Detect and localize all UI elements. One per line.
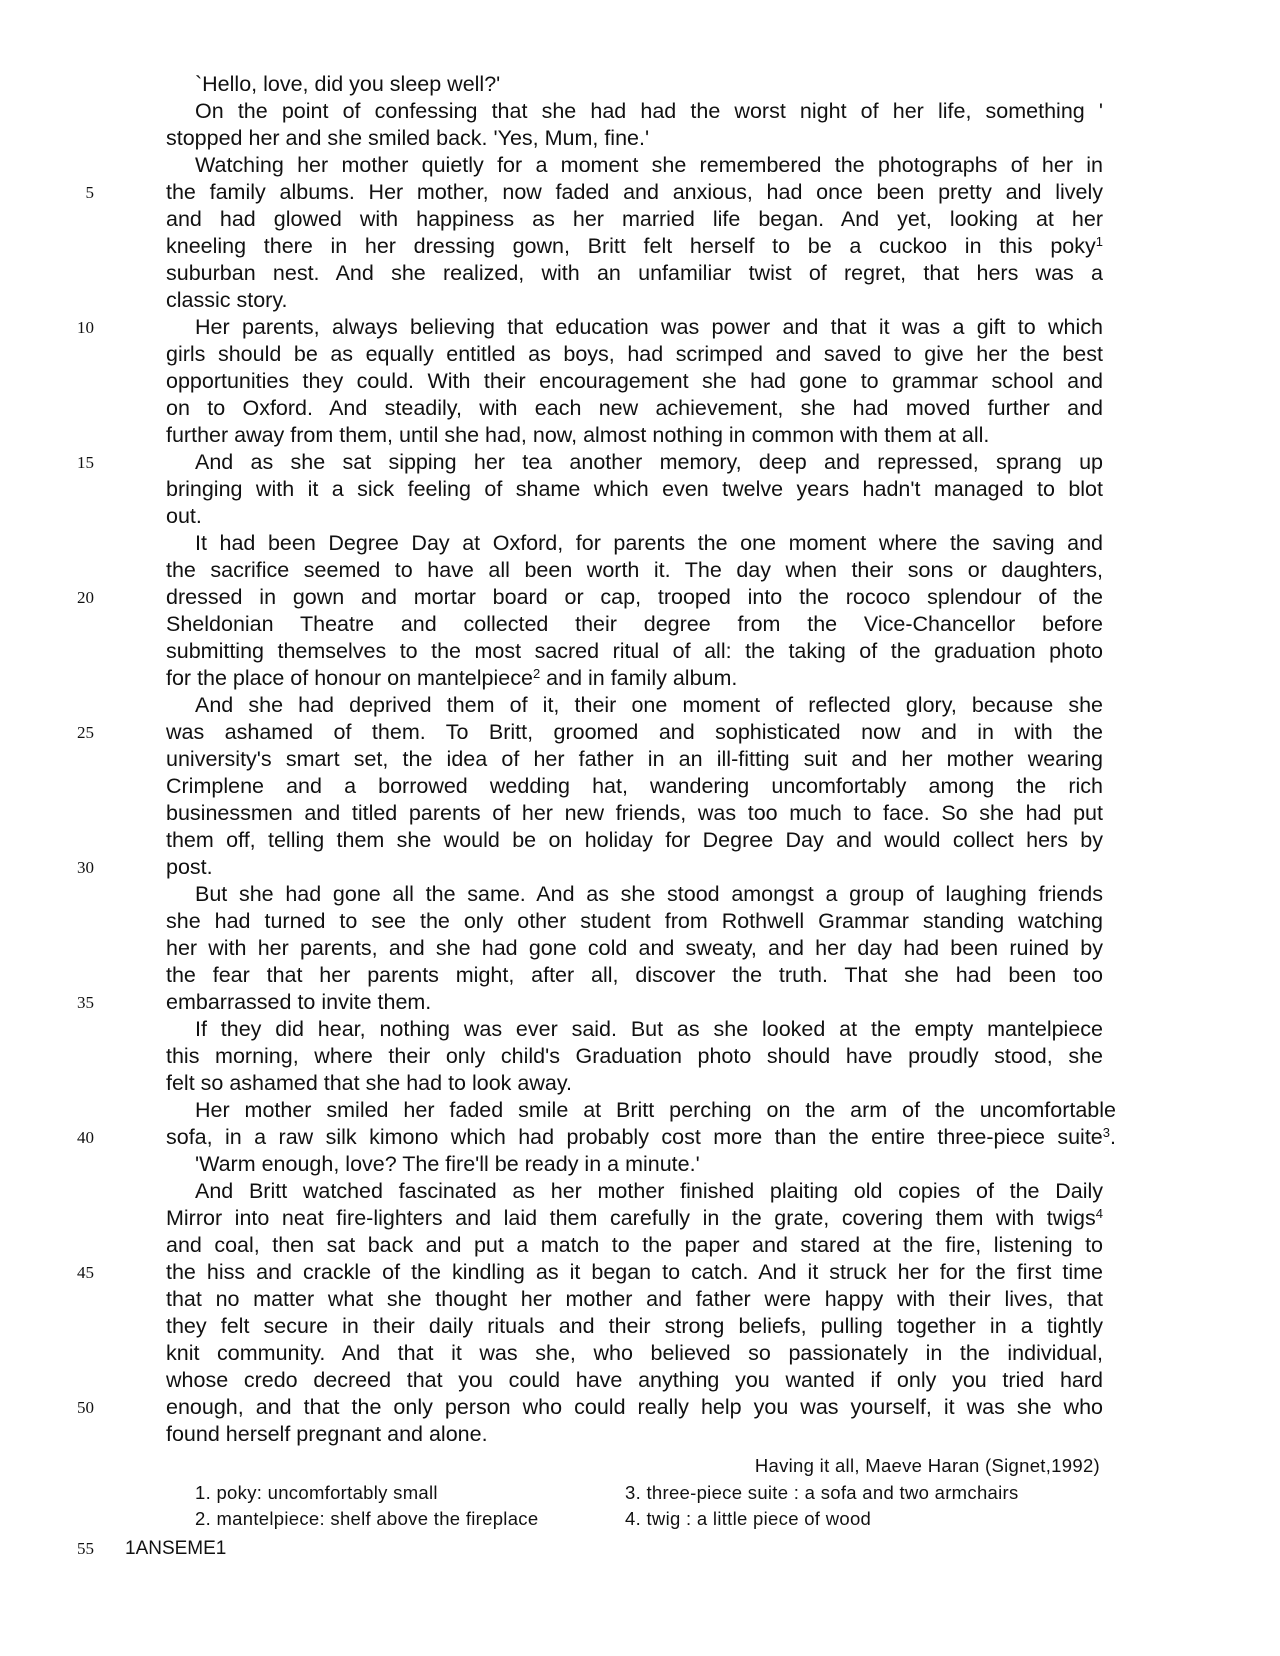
line-number: 5 [85,183,94,202]
passage-line: she had turned to see the only other student from Rothwell Grammar standing watching [166,909,1103,933]
passage-line: stopped her and she smiled back. 'Yes, Mum, fine.' [166,126,650,150]
passage-line: the sacrifice seemed to have all been worth it. The day when their sons or daughters, [166,558,1103,582]
passage-line: the fear that her parents might, after all, discover the truth. That she had been too [166,963,1103,987]
passage-line: embarrassed to invite them. [166,990,432,1014]
footnote: 1. poky: uncomfortably small [195,1482,438,1503]
passage-line [166,233,1103,260]
passage-line: was ashamed of them. To Britt, groomed and sophisticated now and in with the [166,720,1103,744]
line-number: 55 [77,1539,94,1558]
passage-text: kneeling there in her dressing gown, Britt felt herself to be a cuckoo in this poky [166,234,1096,258]
passage-line: bringing with it a sick feeling of shame which even twelve years hadn't managed to blot [166,477,1103,501]
passage-line: the hiss and crackle of the kindling as it began to catch. And it struck her for the first time [166,1260,1103,1284]
passage-line: 'Warm enough, love? The fire'll be ready in a minute.' [195,1152,700,1176]
footnote-marker: 4 [1095,1206,1103,1221]
line-number: 50 [77,1398,94,1417]
passage-line: `Hello, love, did you sleep well?' [195,72,501,96]
footnote-marker: 2 [532,666,541,681]
passage-line: felt so ashamed that she had to look away. [166,1071,572,1095]
passage-line: enough, and that the only person who could really help you was yourself, it was she who [166,1395,1103,1419]
passage-line: and coal, then sat back and put a match to the paper and stared at the fire, listening to [166,1233,1103,1257]
document-code: 1ANSEME1 [125,1538,227,1559]
line-number: 45 [77,1263,94,1282]
line-number: 10 [77,318,94,337]
passage-line: If they did hear, nothing was ever said. But as she looked at the empty mantelpiece [195,1017,1103,1041]
footnote-marker: 1 [1095,234,1103,249]
passage-line [166,1205,1103,1232]
footnote: 3. three-piece suite : a sofa and two armchairs [625,1482,1019,1503]
passage-line: knit community. And that it was she, who believed so passionately in the individual, [166,1341,1103,1365]
passage-line [166,665,1103,692]
passage-line: Her mother smiled her faded smile at Britt perching on the arm of the uncomfortable [195,1098,1116,1122]
passage-line: classic story. [166,288,288,312]
passage-line: It had been Degree Day at Oxford, for parents the one moment where the saving and [195,531,1103,555]
passage-line: Her parents, always believing that education was power and that it was a gift to which [195,315,1103,339]
passage-line: further away from them, until she had, now, almost nothing in common with them at all. [166,423,990,447]
line-number: 15 [77,453,94,472]
line-number: 40 [77,1128,94,1147]
passage-line: them off, telling them she would be on holiday for Degree Day and would collect hers by [166,828,1103,852]
line-number: 35 [77,993,94,1012]
passage-line: this morning, where their only child's Graduation photo should have proudly stood, she [166,1044,1103,1068]
passage-line: that no matter what she thought her mother and father were happy with their lives, that [166,1287,1103,1311]
passage-line: opportunities they could. With their encouragement she had gone to grammar school and [166,369,1103,393]
passage-line: Sheldonian Theatre and collected their degree from the Vice-Chancellor before [166,612,1103,636]
passage-line: and had glowed with happiness as her married life began. And yet, looking at her [166,207,1103,231]
passage-line [166,1124,1116,1151]
passage-text: for the place of honour on mantelpiece [166,666,533,690]
passage-line: on to Oxford. And steadily, with each new achievement, she had moved further and [166,396,1103,420]
passage-line: out. [166,504,202,528]
passage-text: sofa, in a raw silk kimono which had probably cost more than the entire three-piece suite [166,1125,1103,1149]
passage-line: suburban nest. And she realized, with an unfamiliar twist of regret, that hers was a [166,261,1103,285]
source-citation: Having it all, Maeve Haran (Signet,1992) [754,1455,1100,1476]
passage-line: businessmen and titled parents of her new friends, was too much to face. So she had put [166,801,1103,825]
line-number: 20 [77,588,94,607]
passage-text: Mirror into neat fire-lighters and laid them carefully in the grate, covering them with twigs [166,1206,1096,1230]
passage-line: post. [166,855,213,879]
line-number: 30 [77,858,94,877]
footnote: 4. twig : a little piece of wood [625,1508,872,1529]
passage-line: found herself pregnant and alone. [166,1422,488,1446]
passage-line: And she had deprived them of it, their one moment of reflected glory, because she [195,693,1103,717]
passage-line: submitting themselves to the most sacred ritual of all: the taking of the graduation photo [166,639,1103,663]
line-number: 25 [77,723,94,742]
passage-line: university's smart set, the idea of her father in an ill-fitting suit and her mother wearing [166,747,1103,771]
passage-text: . [1110,1125,1116,1149]
passage-line: And Britt watched fascinated as her mother finished plaiting old copies of the Daily [195,1179,1103,1203]
passage-line: her with her parents, and she had gone cold and sweaty, and her day had been ruined by [166,936,1103,960]
passage-line: they felt secure in their daily rituals and their strong beliefs, pulling together in a tightly [166,1314,1103,1338]
passage-line: On the point of confessing that she had had the worst night of her life, something ' [195,99,1103,123]
passage-line: whose credo decreed that you could have anything you wanted if only you tried hard [166,1368,1103,1392]
footnote: 2. mantelpiece: shelf above the fireplace [195,1508,539,1529]
passage-line: Watching her mother quietly for a moment she remembered the photographs of her in [195,153,1103,177]
passage-line: But she had gone all the same. And as she stood amongst a group of laughing friends [195,882,1103,906]
passage-line: girls should be as equally entitled as boys, had scrimped and saved to give her the best [166,342,1103,366]
passage-line: dressed in gown and mortar board or cap, trooped into the rococo splendour of the [166,585,1103,609]
passage-line: And as she sat sipping her tea another memory, deep and repressed, sprang up [195,450,1103,474]
passage-line: Crimplene and a borrowed wedding hat, wandering uncomfortably among the rich [166,774,1103,798]
passage-text: and in family album. [540,666,738,690]
footnote-marker: 3 [1102,1125,1111,1140]
passage-line: the family albums. Her mother, now faded and anxious, had once been pretty and lively [166,180,1103,204]
